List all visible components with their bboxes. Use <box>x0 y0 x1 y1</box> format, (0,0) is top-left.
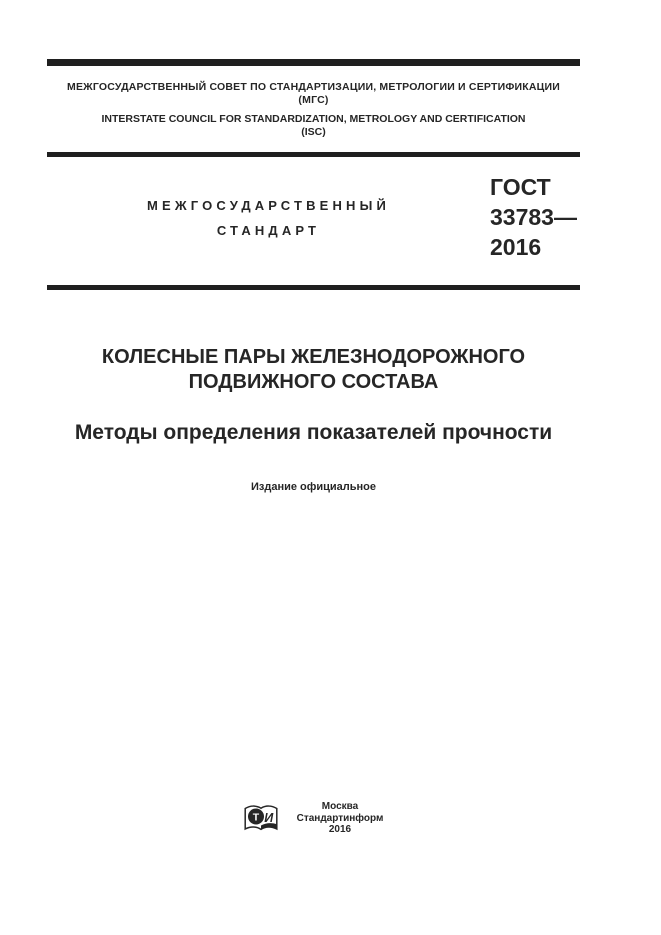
document-title-line2: ПОДВИЖНОГО СОСТАВА <box>188 371 439 393</box>
standard-code-line3: 2016 <box>490 234 542 260</box>
standard-band <box>47 157 580 285</box>
standard-code-line2: 33783— <box>490 204 577 230</box>
standard-code-line1: ГОСТ <box>490 174 551 200</box>
document-subtitle: Методы определения показателей прочности <box>74 421 553 444</box>
edition-note: Издание официальное <box>250 481 377 493</box>
council-abbr-en: (ISC) <box>301 126 326 138</box>
document-title-line1: КОЛЕСНЫЕ ПАРЫ ЖЕЛЕЗНОДОРОЖНОГО <box>101 346 526 368</box>
page-content <box>47 0 580 493</box>
standard-type <box>47 157 490 285</box>
imprint-text <box>297 801 384 836</box>
council-name-ru: МЕЖГОСУДАРСТВЕННЫЙ СОВЕТ ПО СТАНДАРТИЗАЦИИ, МЕТРОЛОГИИ И СЕРТИФИКАЦИИ <box>67 81 560 93</box>
council-abbr-ru: (МГС) <box>298 94 329 106</box>
band-bottom-rule <box>47 285 580 290</box>
title-block <box>47 345 580 493</box>
svg-text:И: И <box>263 811 273 826</box>
standard-type-line2: СТАНДАРТ <box>216 223 321 238</box>
standartinform-logo-icon <box>244 803 278 833</box>
document-title <box>47 345 580 395</box>
council-name-en: INTERSTATE COUNCIL FOR STANDARDIZATION, METROLOGY AND CERTIFICATION <box>101 113 526 125</box>
imprint-year: 2016 <box>328 824 352 835</box>
standard-designation <box>490 157 580 285</box>
svg-text:Т: Т <box>252 811 259 824</box>
top-rule <box>47 59 580 66</box>
imprint-city: Москва <box>321 801 359 812</box>
standard-type-line1: МЕЖГОСУДАРСТВЕННЫЙ <box>147 198 390 213</box>
imprint-publisher: Стандартинформ <box>296 812 384 824</box>
imprint <box>47 801 580 836</box>
council-header <box>47 66 580 139</box>
